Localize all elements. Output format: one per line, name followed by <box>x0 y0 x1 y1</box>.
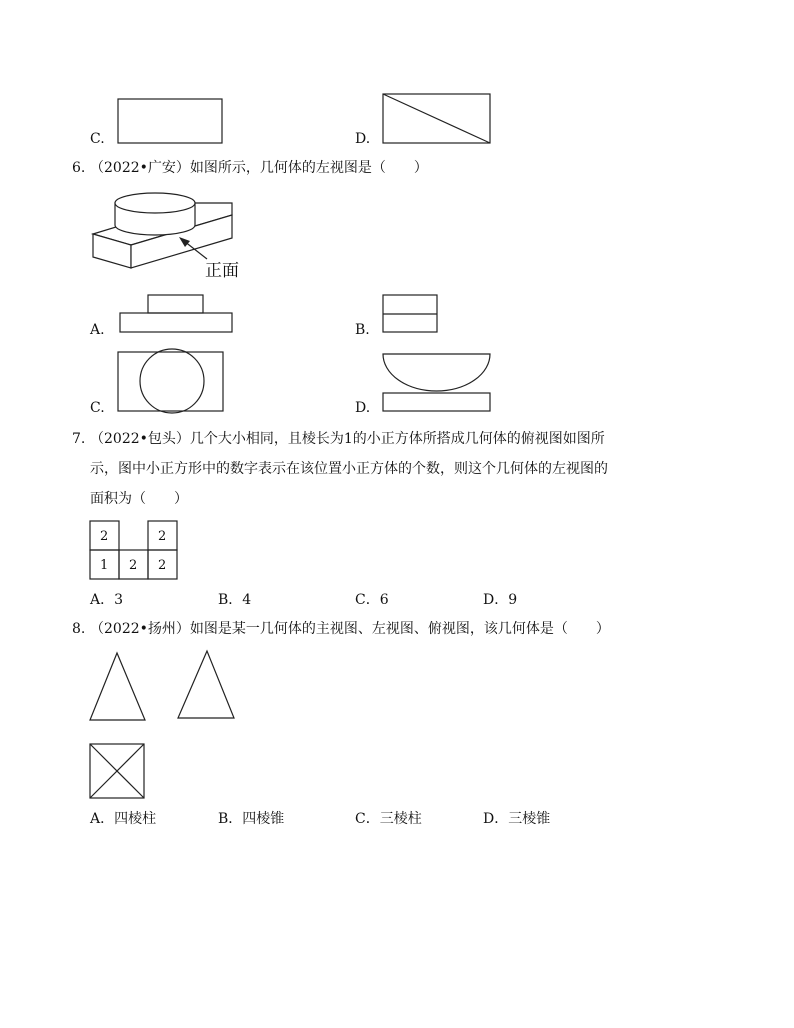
q7-grid-cell: 2 <box>158 558 167 573</box>
q7-grid-cell: 2 <box>129 558 138 573</box>
q5-option-c-label: C. <box>90 131 105 147</box>
q7-stem-line3: 面积为（ ） <box>90 491 188 507</box>
q6-option-a-label: A. <box>90 322 105 338</box>
q8-option-d: D．三棱锥 <box>483 811 551 827</box>
q8-option-c: C．三棱柱 <box>355 811 422 827</box>
q7-option-d: D．9 <box>483 592 518 608</box>
q6-option-b-label: B. <box>355 322 370 338</box>
q6-front-label: 正面 <box>205 261 239 281</box>
q8-top-view <box>90 744 144 798</box>
q7-grid-cell: 2 <box>100 529 109 544</box>
q7-option-b: B．4 <box>218 592 252 608</box>
q6-stem: （2022•广安）如图所示，几何体的左视图是（ ） <box>90 160 428 176</box>
q6-option-d-label: D. <box>355 400 371 416</box>
q6-number: 6. <box>72 160 86 176</box>
q8-number: 8. <box>72 621 86 637</box>
q8-stem: （2022•扬州）如图是某一几何体的主视图、左视图、俯视图，该几何体是（ ） <box>90 621 610 637</box>
q7-grid-cell: 2 <box>158 529 167 544</box>
q7-option-a: A．3 <box>90 592 124 608</box>
q7-option-c: C．6 <box>355 592 389 608</box>
q7-stem-line1: （2022•包头）几个大小相同，且棱长为1的小正方体所搭成几何体的俯视图如图所 <box>90 431 605 447</box>
q7-grid-cell: 1 <box>100 558 109 573</box>
q5-option-d-label: D. <box>355 131 371 147</box>
q8-option-b: B．四棱锥 <box>218 811 285 827</box>
q8-left-view <box>178 651 234 718</box>
q7-number: 7. <box>72 431 86 447</box>
q6-option-c-label: C. <box>90 400 105 416</box>
q8-option-a: A．四棱柱 <box>90 811 157 827</box>
q7-stem-line2: 示，图中小正方形中的数字表示在该位置小正方体的个数，则这个几何体的左视图的 <box>90 461 608 477</box>
q8-front-view <box>90 653 145 720</box>
